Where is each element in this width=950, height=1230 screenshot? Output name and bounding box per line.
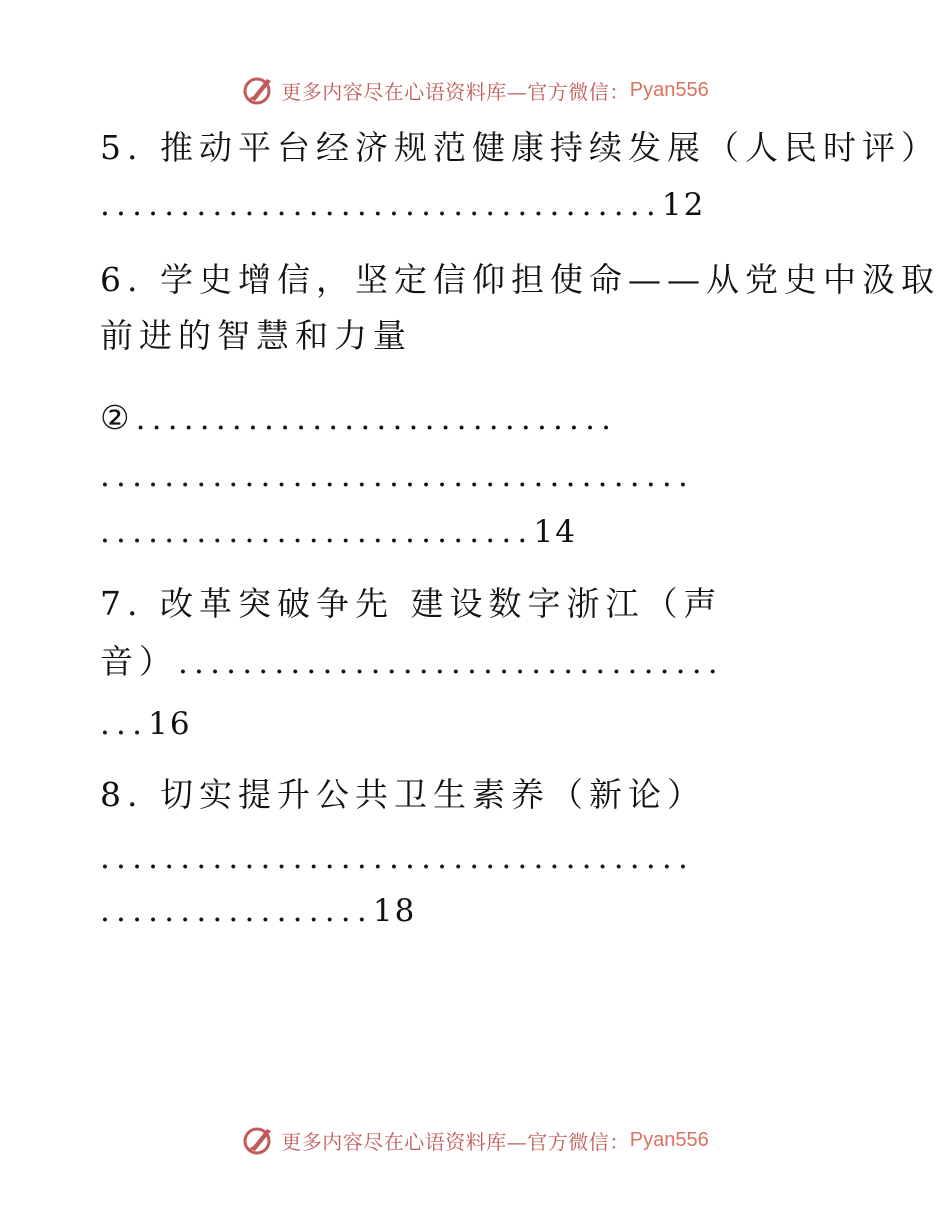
toc-item-5-page: 12 (661, 187, 706, 223)
toc-item-8-page: 18 (372, 893, 417, 929)
footer-site-text: 更多内容尽在心语资料库—官方微信： (281, 1129, 630, 1154)
toc-item-7-page: 16 (148, 706, 192, 742)
toc-item-6-title-cont: 前进的智慧和力量 (100, 316, 412, 355)
toc-item-6-leader-3 (100, 511, 845, 552)
toc-item-6-leader-2 (100, 455, 845, 496)
toc-dot-leader: ..................................... (100, 458, 694, 494)
header-watermark (0, 72, 950, 108)
toc-dot-leader: ................. (100, 893, 373, 929)
header-wechat-id: Pyan556 (629, 78, 709, 101)
toc-item-6-page: 14 (533, 514, 577, 550)
toc-dot-leader: ..................................... (100, 840, 694, 876)
footer-wechat-id: Pyan556 (629, 1128, 709, 1151)
quill-circle-icon (241, 73, 275, 107)
toc-item-8-leader-2 (100, 890, 845, 931)
toc-dot-leader: ... (100, 706, 149, 742)
toc-item-7-title-cont: 音） (100, 642, 178, 681)
toc-item-5-leader (100, 184, 845, 225)
toc-item-6-leader-1 (100, 398, 845, 439)
toc-item-7-leader-2 (100, 703, 845, 744)
toc-dot-leader: ................................... (100, 187, 662, 223)
toc-dot-leader: ........................... (100, 514, 534, 550)
toc-dot-leader: .............................. (135, 401, 618, 437)
toc-item-8-leader-1 (100, 837, 845, 878)
footer-watermark (0, 1122, 950, 1158)
toc-dot-leader: .................................. (178, 645, 724, 681)
toc-item-5-title: 5. 推动平台经济规范健康持续发展（人民时评） (100, 128, 940, 167)
toc-item-6-marker: ② (100, 398, 136, 437)
toc-item-8-title: 8. 切实提升公共卫生素养（新论） (100, 775, 706, 814)
toc-item-7-leader-1 (100, 642, 845, 683)
toc-item-6-title: 6. 学史增信，坚定信仰担使命——从党史中汲取 (100, 260, 940, 299)
quill-circle-icon (241, 1123, 275, 1157)
header-site-text: 更多内容尽在心语资料库—官方微信： (281, 79, 630, 104)
toc-item-7-title: 7. 改革突破争先 建设数字浙江（声 (100, 584, 723, 623)
